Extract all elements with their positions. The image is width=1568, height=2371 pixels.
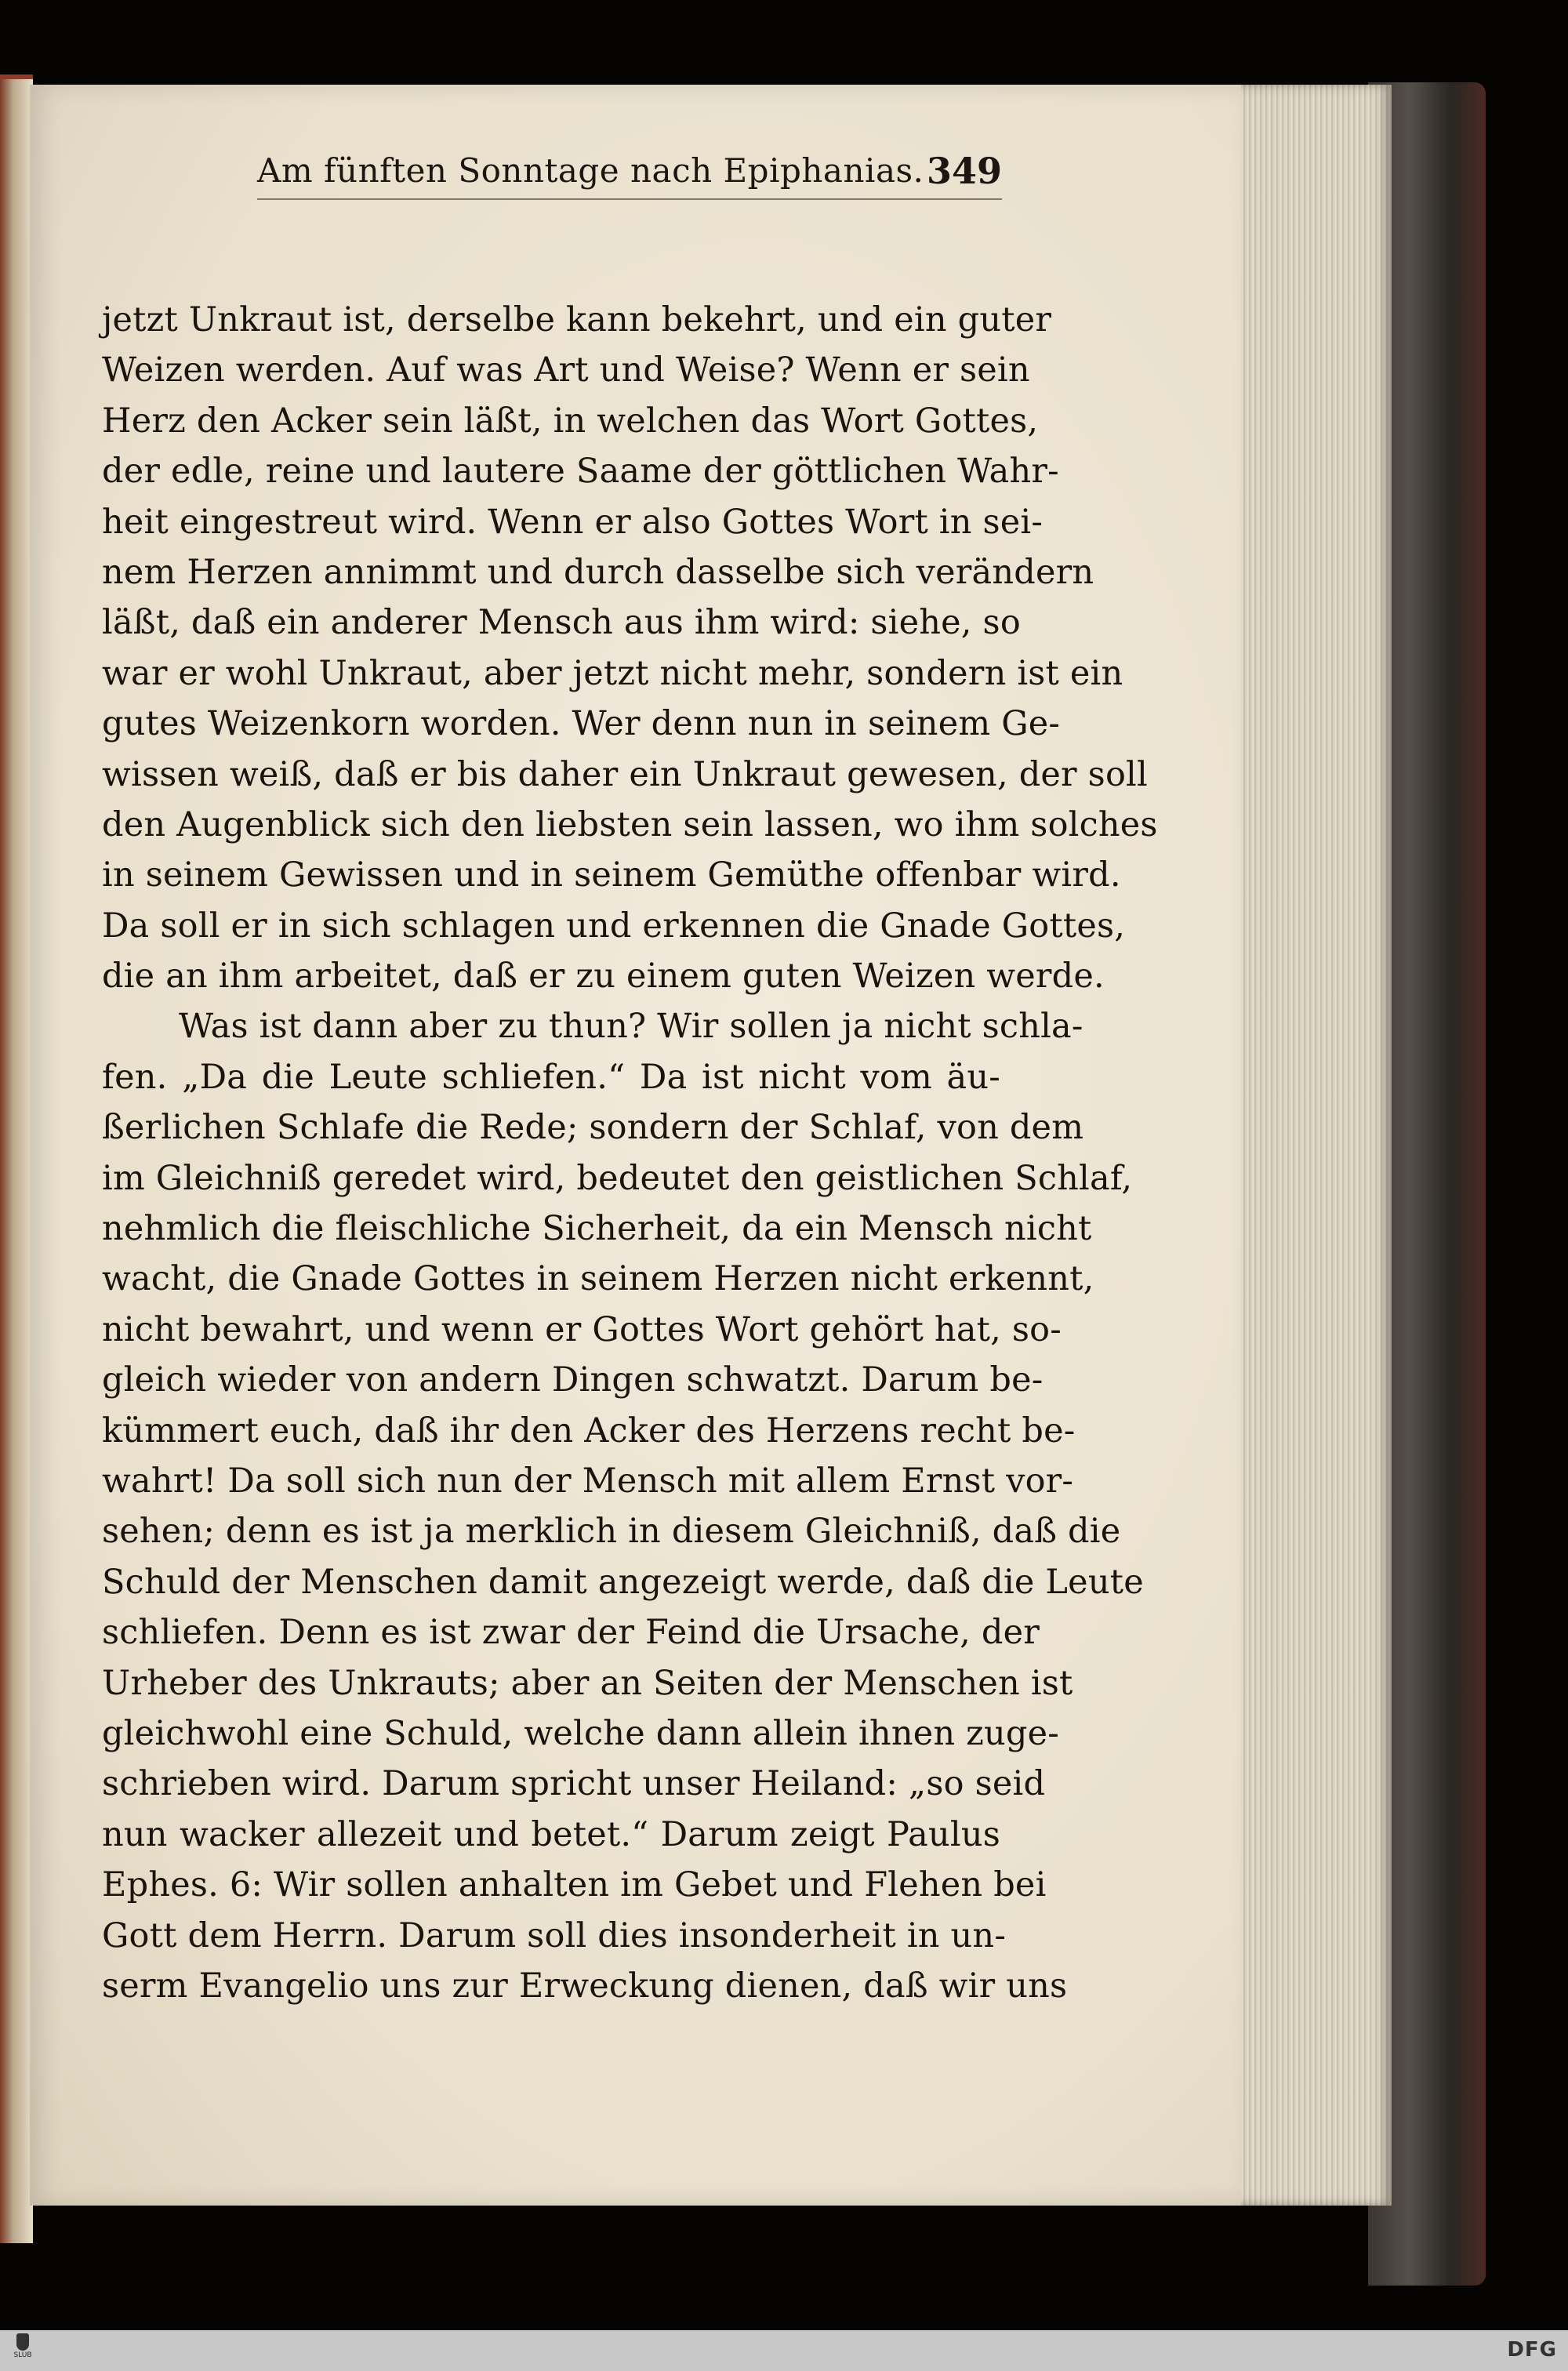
text-line: nehmlich die fleischliche Sicherheit, da ein Mensch nicht: [102, 1209, 1092, 1249]
text-line: den Augenblick sich den liebsten sein lassen, wo ihm solches: [102, 804, 1158, 844]
text-line: wissen weiß, daß er bis daher ein Unkraut gewesen, der soll: [102, 754, 1148, 794]
viewer-footer-bar: [0, 2330, 1568, 2371]
text-line: heit eingestreut wird. Wenn er also Gottes Wort in sei-: [102, 502, 1044, 542]
text-line: nicht bewahrt, und wenn er Gottes Wort gehört hat, so-: [102, 1309, 1062, 1349]
text-line: im Gleichniß geredet wird, bedeutet den geistlichen Schlaf,: [102, 1158, 1133, 1198]
text-line: schrieben wird. Darum spricht unser Heiland: „so seid: [102, 1764, 1046, 1804]
page-body: [102, 295, 1158, 2011]
text-line: Weizen werden. Auf was Art und Weise? Wenn er sein: [102, 350, 1030, 390]
text-line: ßerlichen Schlafe die Rede; sondern der Schlaf, von dem: [102, 1108, 1084, 1148]
library-logo[interactable]: [8, 2333, 38, 2368]
text-line: nem Herzen annimmt und durch dasselbe sich verändern: [102, 552, 1094, 592]
text-line: Gott dem Herrn. Darum soll dies insonderheit in un-: [102, 1915, 1007, 1955]
text-line: kümmert euch, daß ihr den Acker des Herzens recht be-: [102, 1411, 1076, 1451]
page-number: 349: [926, 150, 1002, 192]
text-line: sehen; denn es ist ja merklich in diesem Gleichniß, daß die: [102, 1512, 1121, 1552]
text-line: die an ihm arbeitet, daß er zu einem guten Weizen werde.: [102, 957, 1105, 997]
header-rule: [257, 198, 1002, 200]
text-line: in seinem Gewissen und in seinem Gemüthe offenbar wird.: [102, 855, 1121, 895]
text-line: Schuld der Menschen damit angezeigt werde, daß die Leute: [102, 1562, 1144, 1602]
text-line: wahrt! Da soll sich nun der Mensch mit allem Ernst vor-: [102, 1461, 1074, 1501]
text-line: schliefen. Denn es ist zwar der Feind die Ursache, der: [102, 1613, 1040, 1653]
text-line: Da soll er in sich schlagen und erkennen die Gnade Gottes,: [102, 906, 1126, 946]
text-line: war er wohl Unkraut, aber jetzt nicht mehr, sondern ist ein: [102, 653, 1123, 693]
text-line: jetzt Unkraut ist, derselbe kann bekehrt, und ein guter: [102, 300, 1052, 339]
previous-page-edge: [0, 74, 33, 2243]
dfg-logo[interactable]: DFG: [1507, 2338, 1557, 2362]
text-line: gutes Weizenkorn worden. Wer denn nun in seinem Ge-: [102, 704, 1061, 744]
text-line: gleichwohl eine Schuld, welche dann allein ihnen zuge-: [102, 1713, 1060, 1753]
library-logo-label: SLUB: [13, 2351, 32, 2359]
text-line: der edle, reine und lautere Saame der göttlichen Wahr-: [102, 452, 1059, 492]
page-block-edges: [1235, 85, 1392, 2206]
text-line: gleich wieder von andern Dingen schwatzt. Darum be-: [102, 1360, 1044, 1400]
text-line: serm Evangelio uns zur Erweckung dienen, daß wir uns: [102, 1966, 1068, 2006]
text-line: läßt, daß ein anderer Mensch aus ihm wird: siehe, so: [102, 603, 1021, 643]
text-line: Herz den Acker sein läßt, in welchen das Wort Gottes,: [102, 401, 1039, 441]
text-line: Urheber des Unkrauts; aber an Seiten der Menschen ist: [102, 1663, 1073, 1703]
text-line: nun wacker allezeit und betet.“ Darum zeigt Paulus: [102, 1814, 1000, 1854]
header-title: Am fünften Sonntage nach Epiphanias.: [257, 151, 924, 190]
text-line: wacht, die Gnade Gottes in seinem Herzen nicht erkennt,: [102, 1259, 1094, 1299]
text-line: Ephes. 6: Wir sollen anhalten im Gebet und Flehen bei: [102, 1865, 1047, 1905]
text-line: Was ist dann aber zu thun? Wir sollen ja nicht schla-: [179, 1007, 1083, 1047]
running-header: [257, 137, 1002, 192]
text-line: fen. „Da die Leute schliefen.“ Da ist nicht vom äu-: [102, 1057, 1000, 1097]
library-crest-icon: [16, 2333, 29, 2351]
